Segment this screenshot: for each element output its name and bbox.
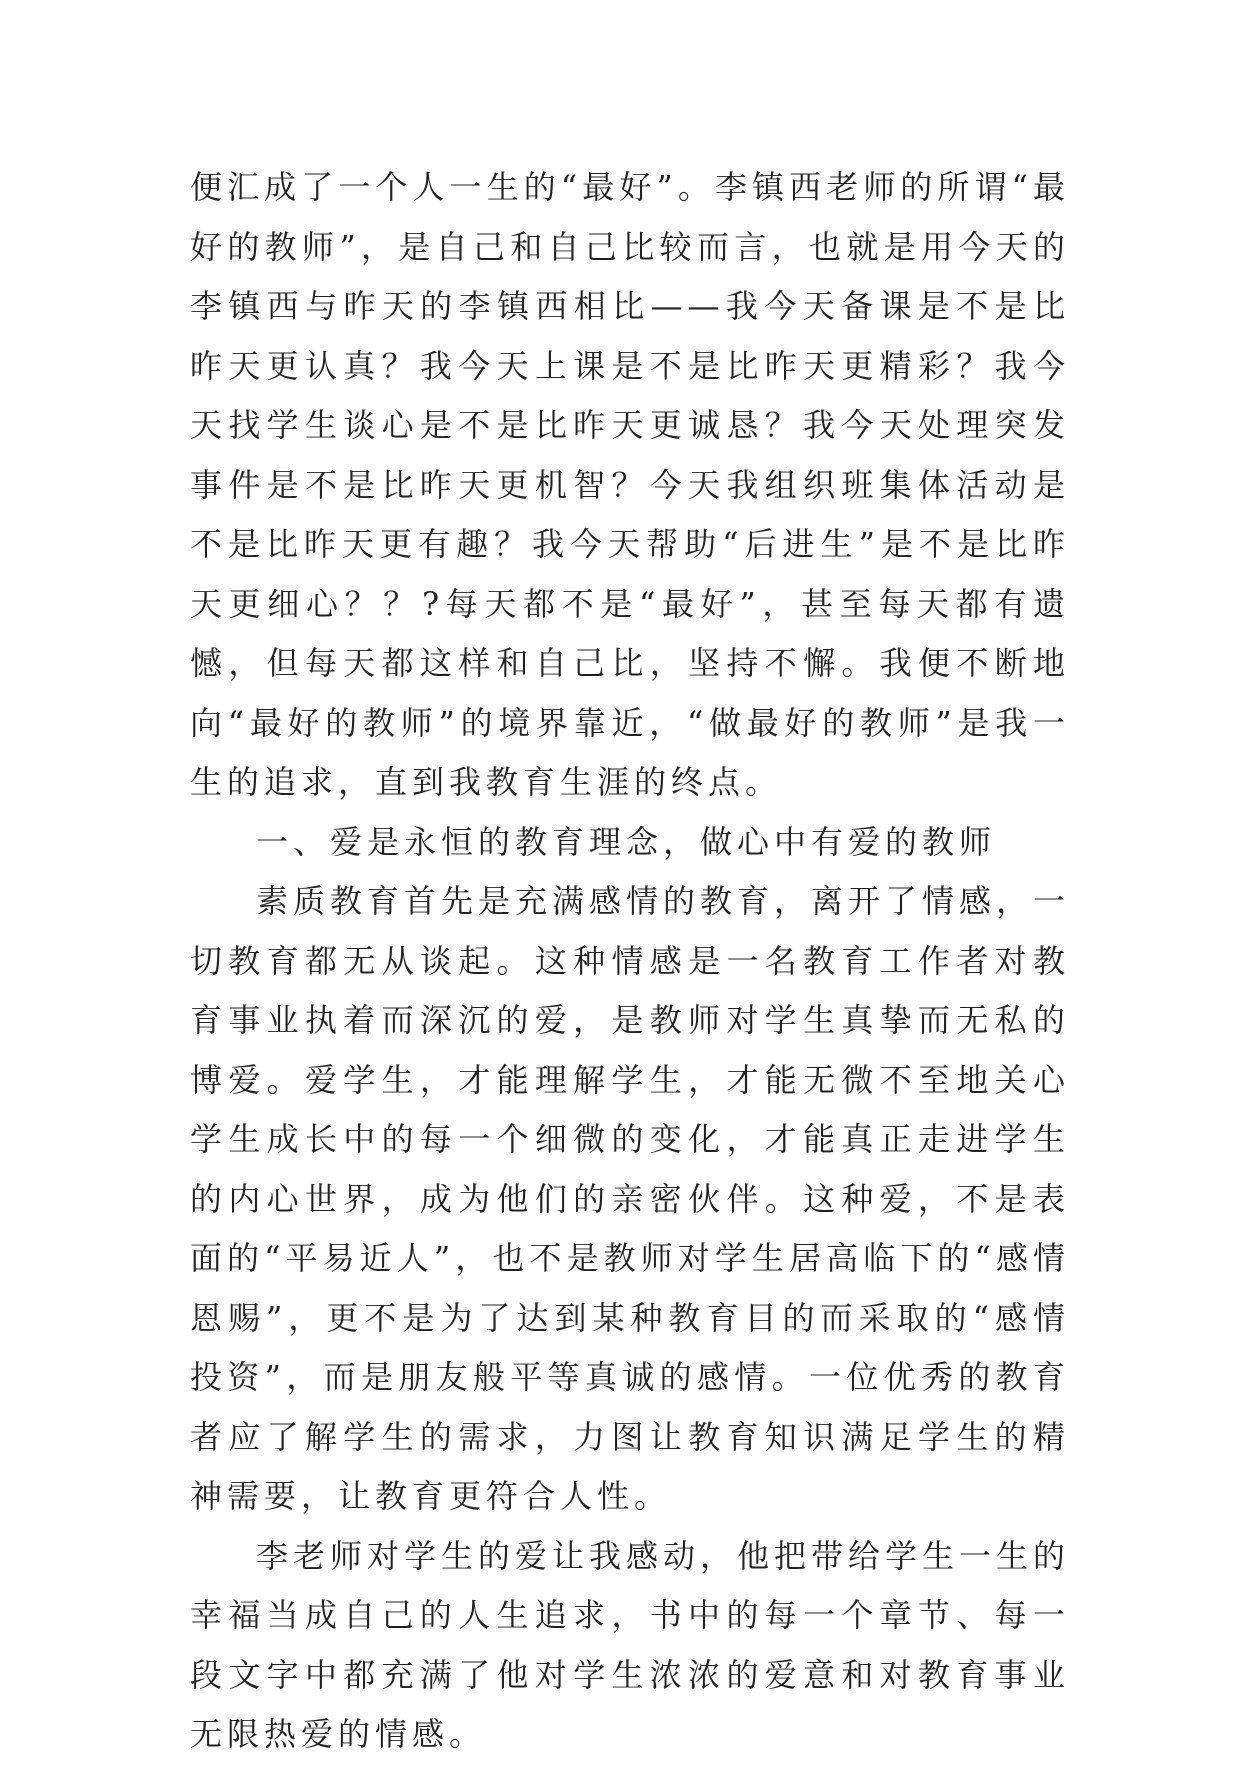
paragraph-teacher-li: 李老师对学生的爱让我感动，他把带给学生一生的幸福当成自己的人生追求，书中的每一个章节、每一段文字中都充满了他对学生浓浓的爱意和对教育事业无限热爱的情感。 (190, 1536, 1071, 1753)
paragraph-love-education: 素质教育首先是充满感情的教育，离开了情感，一切教育都无从谈起。这种情感是一名教育工作者对教育事业执着而深沉的爱，是教师对学生真挚而无私的博爱。爱学生，才能理解学生，才能无微不至地关心学生成长中的每一个细微的变化，才能真正走进学生的内心世界，成为他们的亲密伙伴。这种爱，不是表面的“平易近人”，也不是教师对学生居高临下的“感情恩赐”，更不是为了达到某种教育目的而采取的“感情投资”，而是朋友般平等真诚的感情。一位优秀的教育者应了解学生的需求，力图让教育知识满足学生的精神需要，让教育更符合人性。 (190, 882, 1071, 1515)
paragraph-continued: 便汇成了一个人一生的“最好”。李镇西老师的所谓“最好的教师”，是自己和自己比较而言，也就是用今天的李镇西与昨天的李镇西相比——我今天备课是不是比昨天更认真？我今天上课是不是比昨天更精彩？我今天找学生谈心是不是比昨天更诚恳？我今天处理突发事件是不是比昨天更机智？今天我组织班集体活动是不是比昨天更有趣？我今天帮助“后进生”是不是比昨天更细心？？?每天都不是“最好”，甚至每天都有遗憾，但每天都这样和自己比，坚持不懈。我便不断地向“最好的教师”的境界靠近，“做最好的教师”是我一生的追求，直到我教育生涯的终点。 (190, 168, 1070, 801)
section-heading: 一、爱是永恒的教育理念，做心中有爱的教师 (256, 822, 997, 861)
document-body (190, 158, 1070, 1765)
